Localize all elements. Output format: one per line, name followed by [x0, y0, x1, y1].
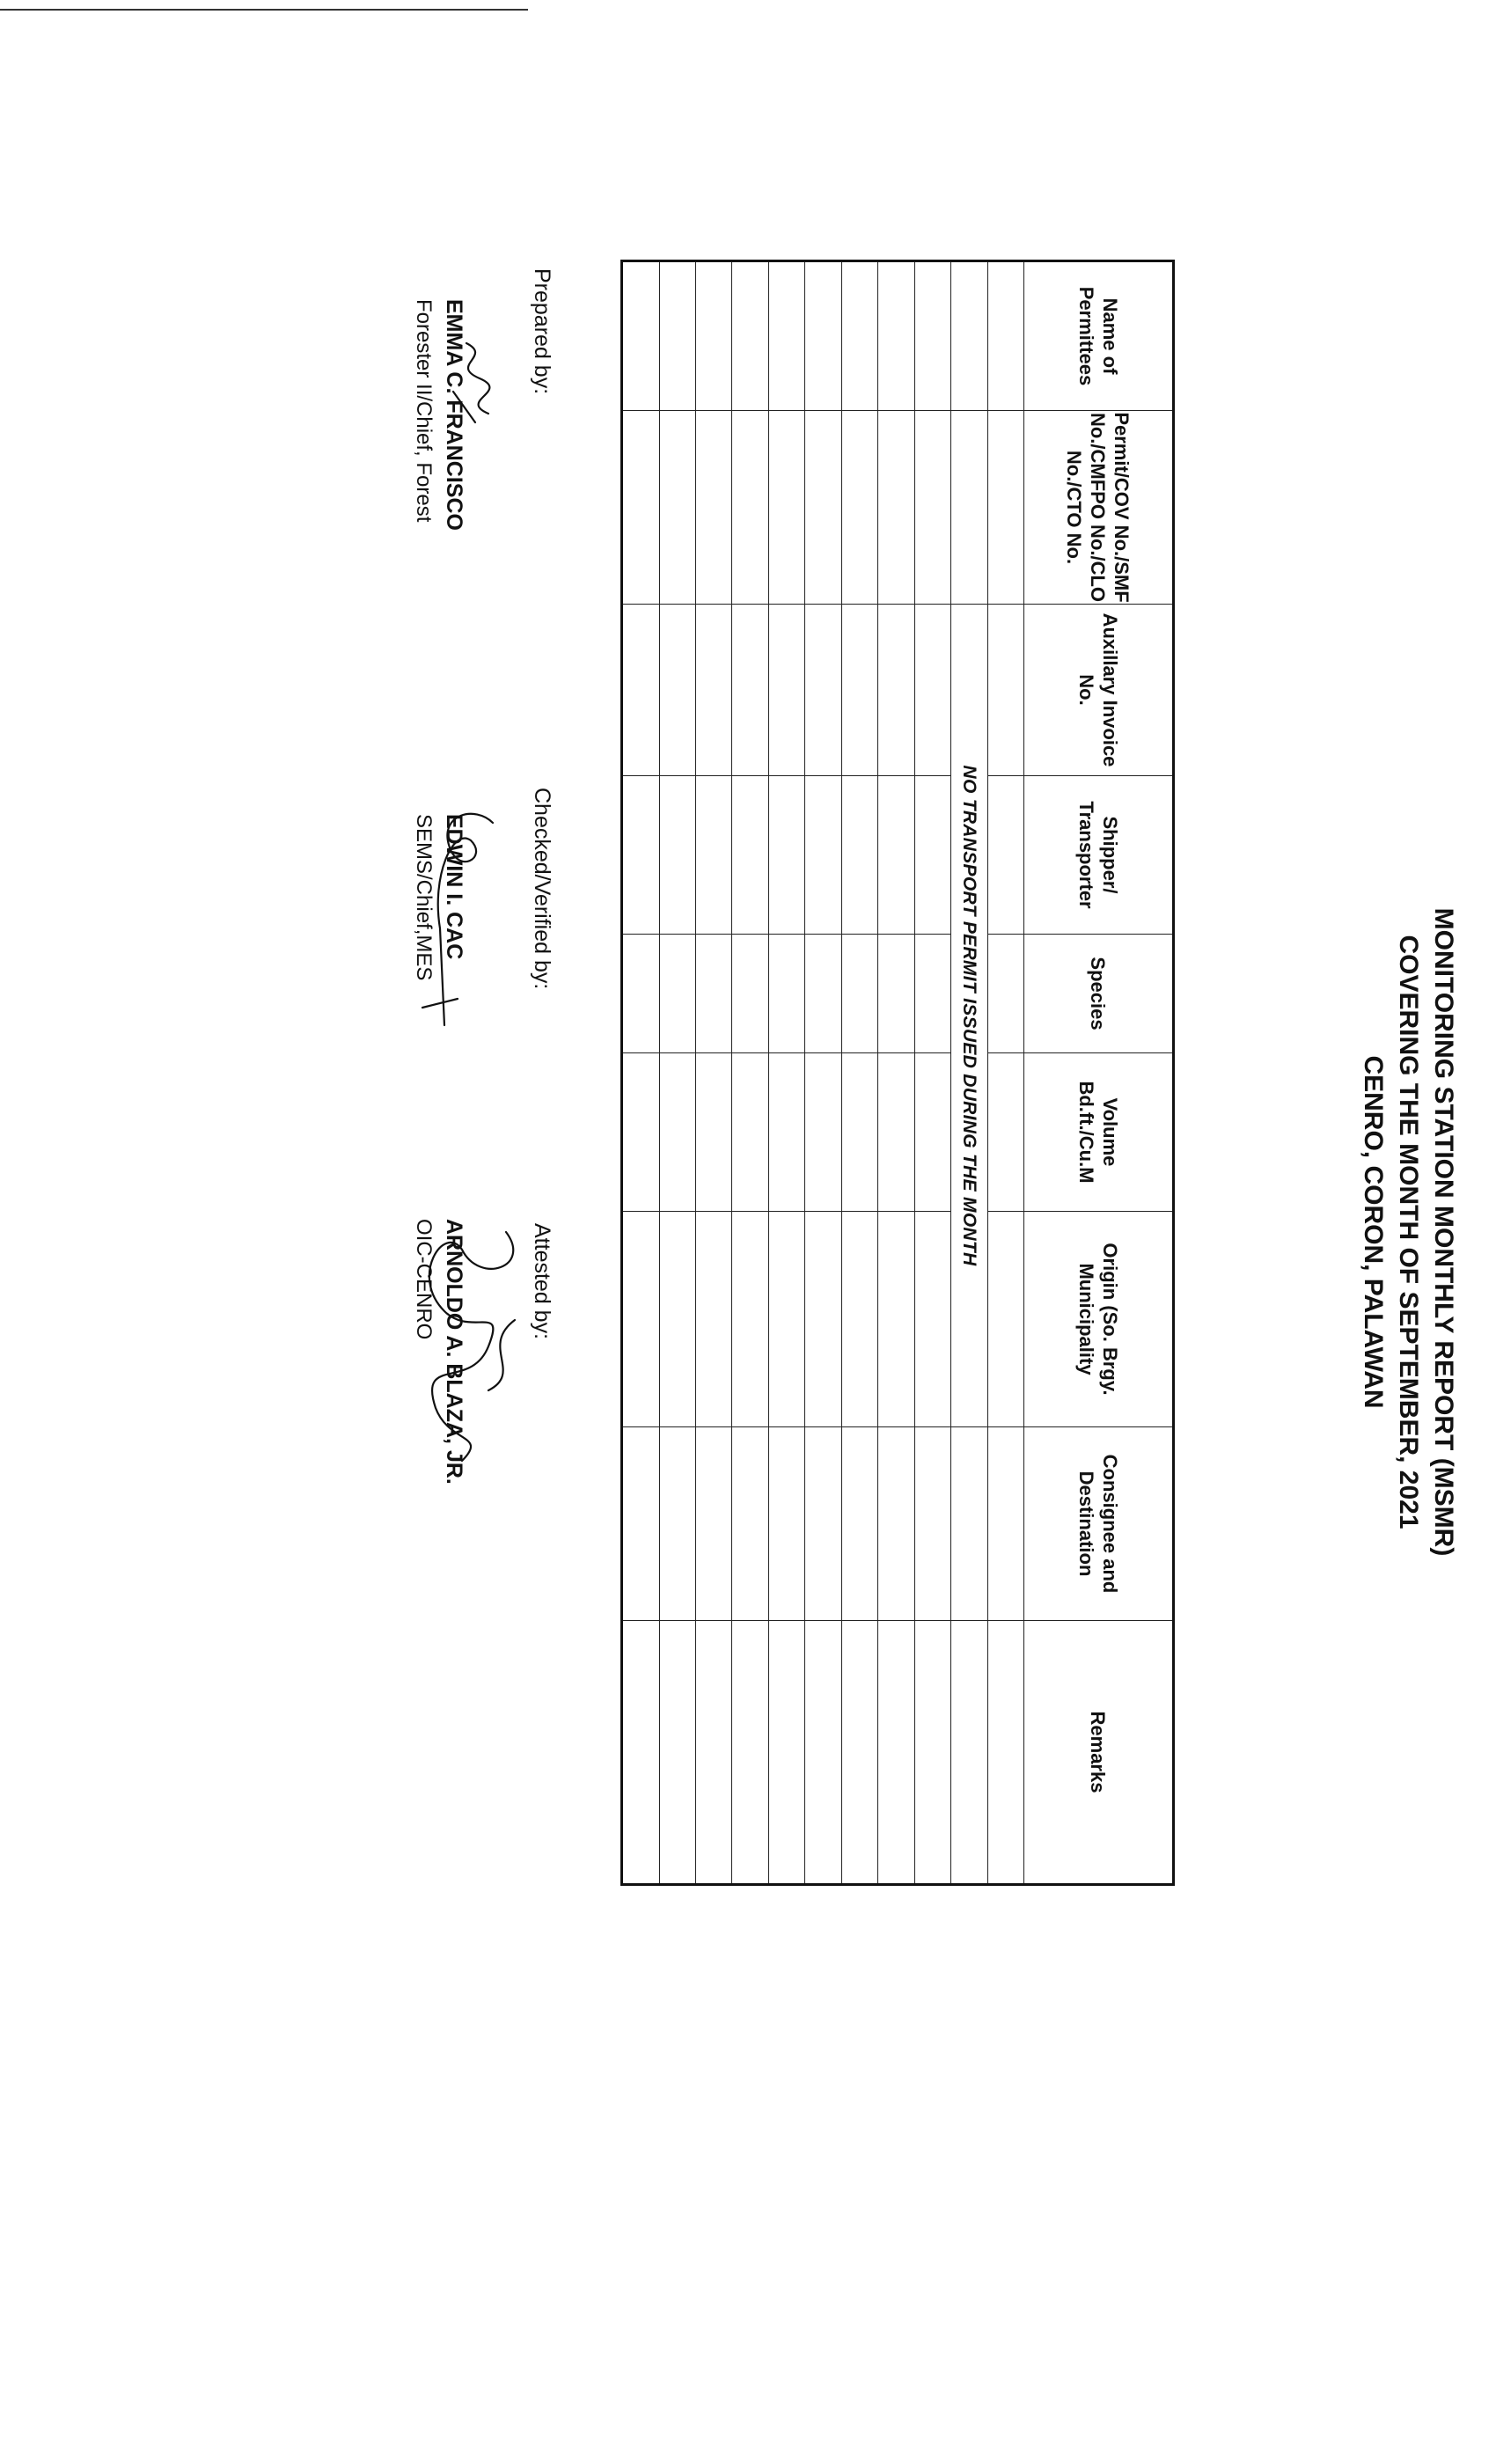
- col-header-origin: Origin (So. Brgy. Municipality: [1024, 1212, 1174, 1427]
- col-header-shipper: Shipper/ Transporter: [1024, 776, 1174, 935]
- table-row: [659, 261, 695, 1885]
- col-header-permittees: Name of Permittees: [1024, 261, 1174, 411]
- table-row: [768, 261, 804, 1885]
- col-header-volume: Volume Bd.ft./Cu.M: [1024, 1053, 1174, 1212]
- prepared-by-label: Prepared by:: [530, 268, 554, 395]
- table-row: [987, 261, 1023, 1885]
- checked-by-label: Checked/Verified by:: [530, 788, 554, 990]
- table-row: [951, 261, 987, 1885]
- table-row: [841, 261, 877, 1885]
- attested-by-label: Attested by:: [530, 1223, 554, 1340]
- report-period: COVERING THE MONTH OF SEPTEMBER, 2021: [1394, 935, 1423, 1529]
- col-header-consignee: Consignee and Destination: [1024, 1427, 1174, 1621]
- table-row: [914, 261, 950, 1885]
- col-header-remarks: Remarks: [1024, 1621, 1174, 1885]
- col-header-permit-no: Permit/COV No./SMF No./CMFPO No./CLO No./CTO No.: [1024, 411, 1174, 605]
- table-row: [878, 261, 914, 1885]
- table-row: [622, 261, 660, 1885]
- prepared-by-position: Forester II/Chief, Forest: [412, 299, 436, 523]
- checked-by-name: EDWIN I. CAC: [442, 814, 466, 960]
- col-header-invoice-no: Auxillary Invoice No.: [1024, 605, 1174, 776]
- table-row: [732, 261, 768, 1885]
- col-header-species: Species: [1024, 935, 1174, 1053]
- table-header-row: [1024, 261, 1174, 1885]
- monitoring-report-table: [620, 260, 1175, 1886]
- report-office: CENRO, CORON, PALAWAN: [1359, 1055, 1388, 1409]
- attested-by-name: ARNOLDO A. BLAZA, JR.: [442, 1219, 466, 1485]
- checked-by-position: SEMS/Chief,MES: [412, 814, 436, 981]
- no-permit-note: NO TRANSPORT PERMIT ISSUED DURING THE MONTH: [951, 605, 987, 1427]
- prepared-by-name: EMMA C. FRANCISCO: [442, 299, 466, 531]
- report-title: MONITORING STATION MONTHLY REPORT (MSMR): [1429, 907, 1458, 1557]
- table-row: [805, 261, 841, 1885]
- attested-by-position: OIC-CENRO: [412, 1219, 436, 1340]
- table-row: [696, 261, 732, 1885]
